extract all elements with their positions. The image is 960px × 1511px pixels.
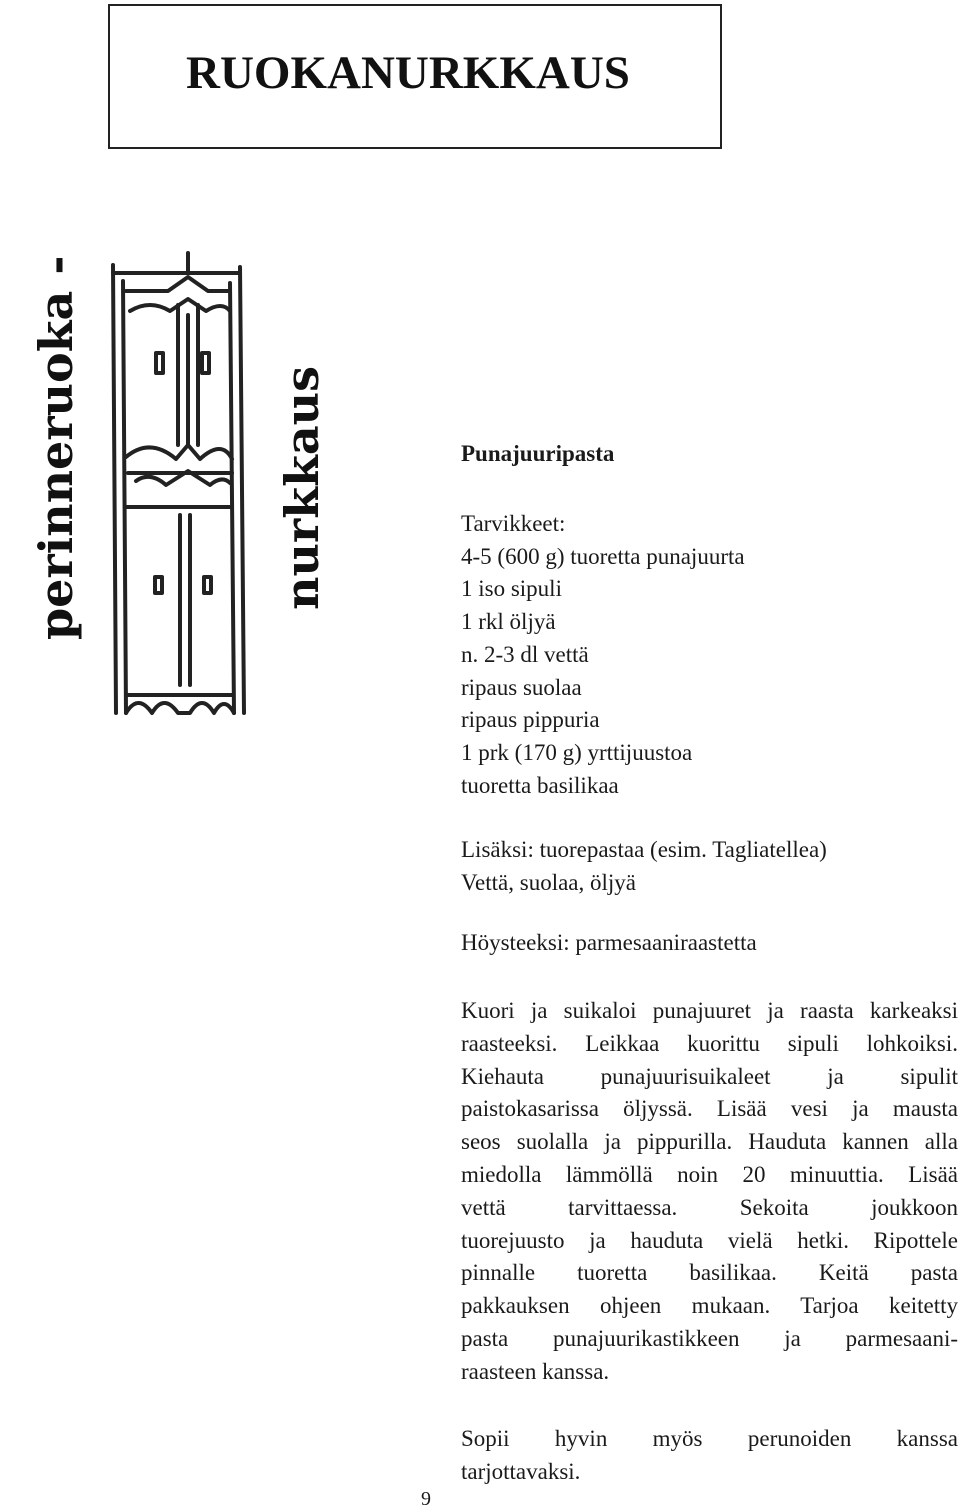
ingredient-item: n. 2-3 dl vettä — [461, 641, 589, 667]
instruction-line: miedolla lämmöllä noin 20 minuuttia. Lisää — [461, 1161, 958, 1187]
instruction-line: vettä tarvittaessa. Sekoita joukkoon — [461, 1194, 958, 1220]
recipe-title: Punajuuripasta — [461, 441, 615, 466]
decorative-illustration — [0, 245, 340, 725]
instruction-line: raasteeksi. Leikkaa kuorittu sipuli lohkoiksi. — [461, 1030, 958, 1056]
instruction-line: tuorejuusto ja hauduta vielä hetki. Ripottele — [461, 1227, 958, 1253]
instruction-line: seos suolalla ja pippurilla. Hauduta kannen alla — [461, 1129, 958, 1155]
extras-item: Vettä, suolaa, öljyä — [461, 870, 637, 895]
instruction-line: pasta punajuurikastikkeen ja parmesaani- — [461, 1325, 958, 1351]
ingredient-item: 1 rkl öljyä — [461, 609, 556, 635]
instruction-line: Kiehauta punajuurisuikaleet ja sipulit — [461, 1063, 958, 1089]
page-number: 9 — [421, 1488, 431, 1510]
extras-item: Lisäksi: tuorepastaa (esim. Tagliatellea) — [461, 837, 827, 862]
ingredient-item: 1 prk (170 g) yrttijuustoa — [461, 739, 693, 765]
note-line: tarjottavaksi. — [461, 1459, 581, 1484]
instruction-line: raasteen kanssa. — [461, 1358, 610, 1384]
ingredients-list — [461, 508, 745, 802]
garnish-line: Höysteeksi: parmesaaniraastetta — [461, 930, 757, 955]
instruction-line: pakkauksen ohjeen mukaan. Tarjoa keitetty — [461, 1293, 958, 1319]
illustration-left-text: perinneruoka - — [29, 255, 83, 640]
extras-list — [461, 833, 827, 899]
cabinet-drawing-icon — [0, 245, 340, 725]
serving-note — [461, 1422, 958, 1488]
ingredient-item: 1 iso sipuli — [461, 576, 562, 602]
ingredient-item: 4-5 (600 g) tuoretta punajuurta — [461, 543, 745, 569]
instruction-line: Kuori ja suikaloi punajuuret ja raasta karkeaksi — [461, 998, 958, 1023]
instruction-line: pinnalle tuoretta basilikaa. Keitä pasta — [461, 1260, 958, 1286]
page-title: RUOKANURKKAUS — [186, 47, 630, 99]
instructions-paragraph — [461, 995, 958, 1389]
ingredient-item: tuoretta basilikaa — [461, 772, 619, 798]
ingredient-item: ripaus suolaa — [461, 674, 582, 700]
note-line: Sopii hyvin myös perunoiden kanssa — [461, 1426, 958, 1451]
ingredient-item: ripaus pippuria — [461, 707, 600, 733]
illustration-right-text: nurkkaus — [275, 365, 329, 610]
ingredients-heading: Tarvikkeet: — [461, 511, 566, 536]
title-box — [108, 4, 722, 149]
instruction-line: paistokasarissa öljyssä. Lisää vesi ja mausta — [461, 1096, 958, 1122]
